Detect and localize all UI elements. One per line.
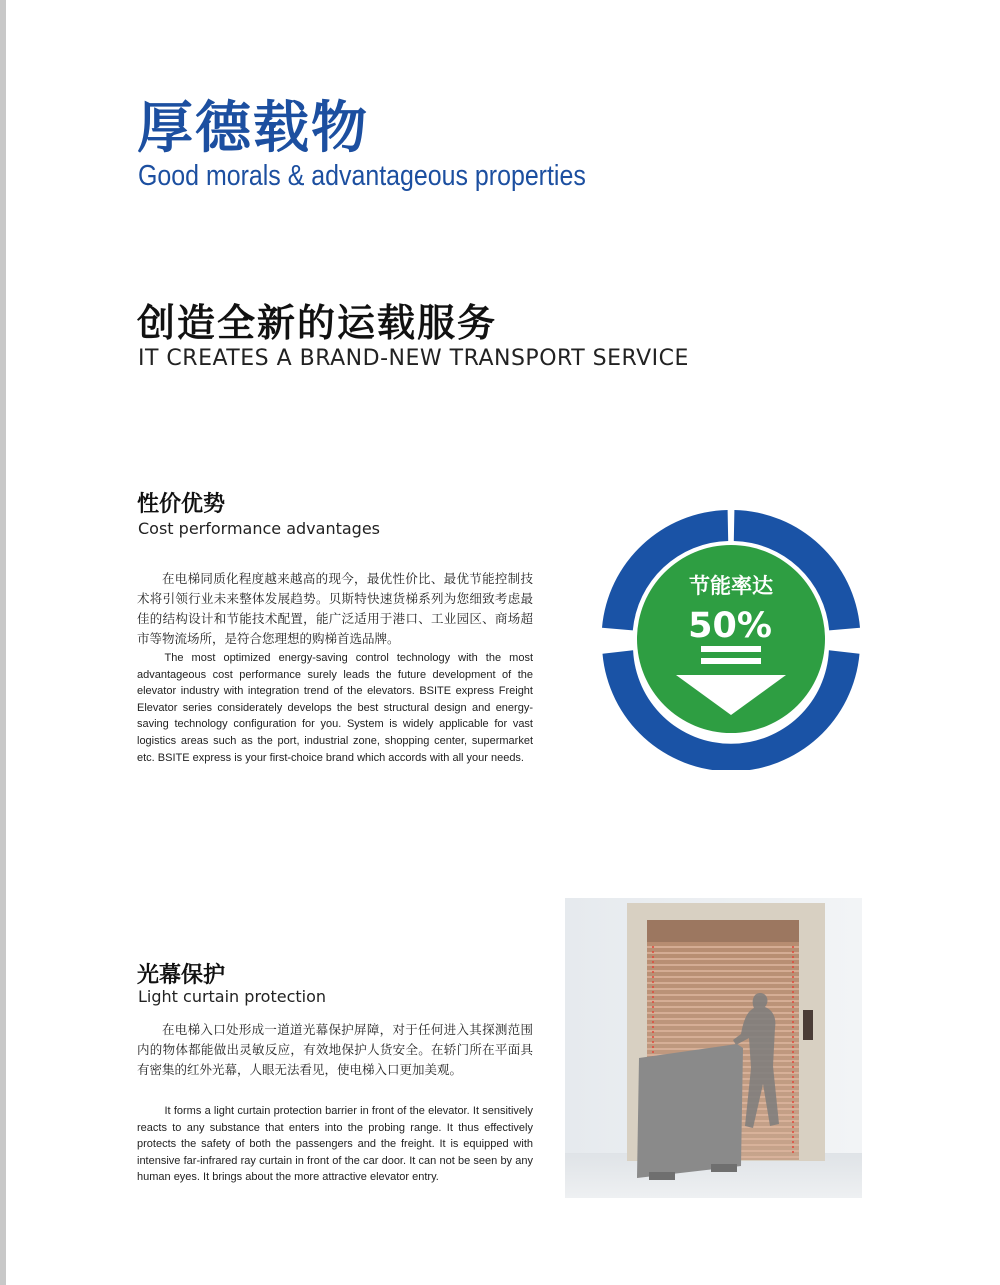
cost-heading-en: Cost performance advantages [138,519,380,538]
light-paragraph-en: It forms a light curtain protection barrier in front of the elevator. It sensitively reacts to any substance that enters into the probing range. It thus effectively protects the safety of both the passengers and the freight. It is equipped with intensive far-infrared ray curtain in front of the car door. It can not be seen by any human eyes. It brings about the more attractive elevator entry. [137,1105,533,1184]
section-title-en: IT CREATES A BRAND-NEW TRANSPORT SERVICE [138,346,689,371]
cart-wheel-right [711,1164,737,1172]
call-panel [803,1010,813,1040]
badge-bar-top [701,646,761,652]
page-title-cn: 厚德载物 [137,96,369,161]
energy-saving-badge [600,508,862,770]
left-edge-strip [0,0,6,1285]
cost-paragraph-en: The most optimized energy-saving control technology with the most advantageous cost performance surely leads the future development of the elevator industry with integration trend of the elevators. BSITE express Freight Elevator series considerately develops the best structural design and energy-saving technology configuration for you. System is widely applicable for vast logistics areas such as the port, industrial zone, shopping center, supermarket etc. BSITE express is your first-choice brand which accords with all your needs. [137,652,533,764]
cab-ceiling [647,920,799,942]
light-heading-cn: 光幕保护 [137,963,226,988]
badge-label: 节能率达 [689,574,773,598]
light-paragraph-cn: 在电梯入口处形成一道道光幕保护屏障，对于任何进入其探测范围内的物体都能做出灵敏反应，有效地保护人货安全。在轿门所在平面具有密集的红外光幕，人眼无法看见，使电梯入口更加美观。 [137,1022,533,1077]
badge-value: 50% [688,606,772,646]
badge-bar-bottom [701,658,761,664]
cart-wheel-left [649,1172,675,1180]
freight-elevator-photo [565,898,862,1198]
section-title-cn: 创造全新的运载服务 [137,301,498,345]
cost-heading-cn: 性价优势 [137,492,226,517]
cost-paragraph-cn: 在电梯同质化程度越来越高的现今，最优性价比、最优节能控制技术将引领行业未来整体发展趋势。贝斯特快速货梯系列为您细致考虑最佳的结构设计和节能技术配置，能广泛适用于港口、工业园区、商场超市等物流场所，是符合您理想的购梯首选品牌。 [137,571,533,646]
light-heading-en: Light curtain protection [138,987,327,1006]
page-title-en: Good morals & advantageous properties [138,160,586,192]
cargo-cart [637,1044,743,1178]
